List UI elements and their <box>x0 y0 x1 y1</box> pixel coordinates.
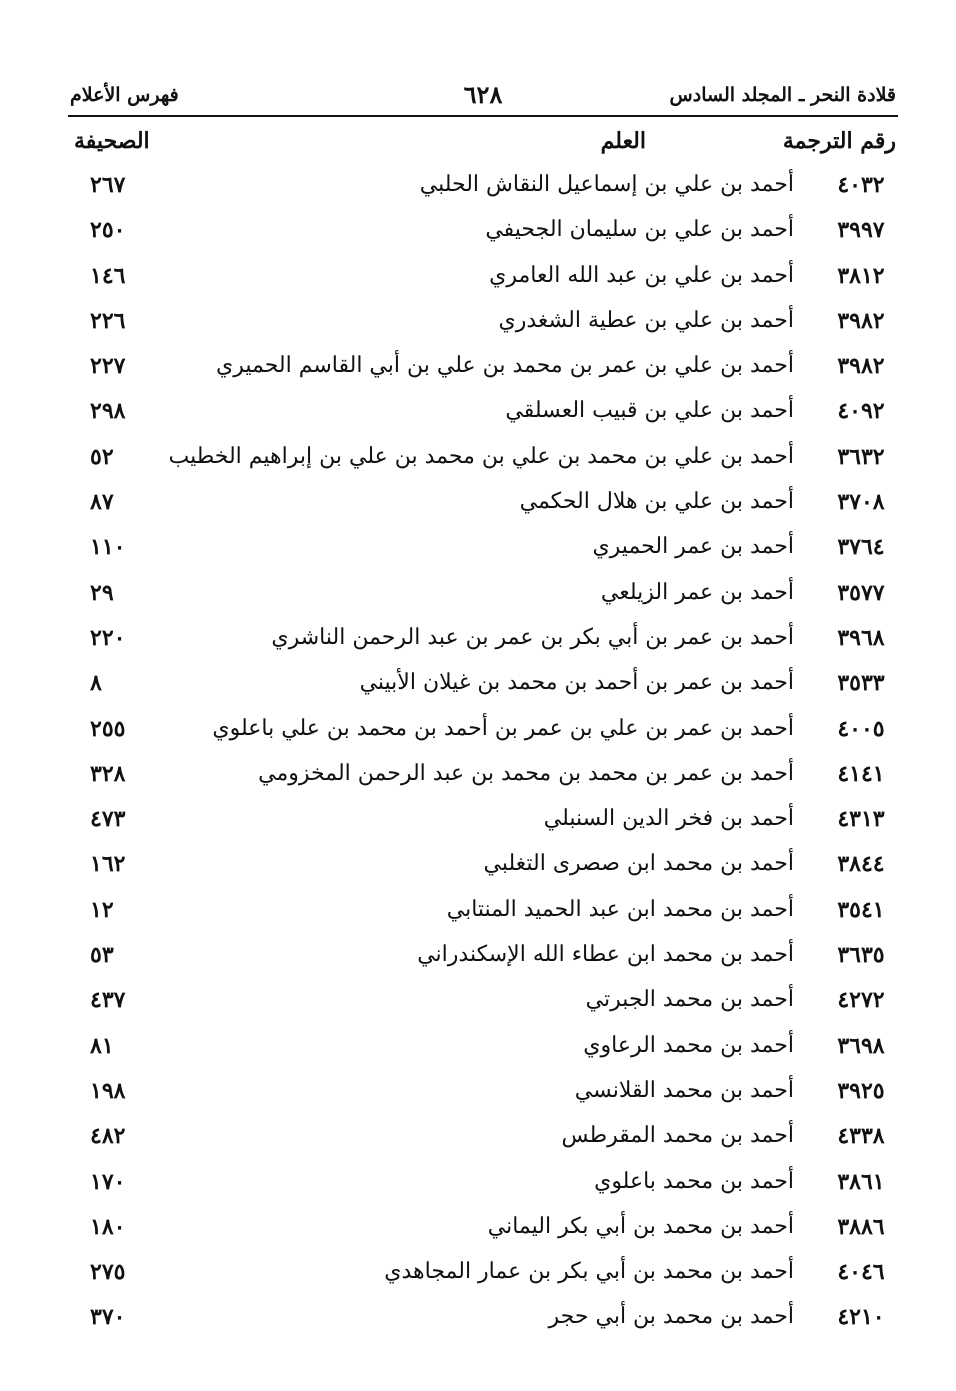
table-row <box>70 349 896 394</box>
table-row <box>70 1119 896 1164</box>
person-name: أحمد بن عمر الحميري <box>592 534 794 560</box>
table-row <box>70 213 896 258</box>
table-row <box>70 666 896 711</box>
book-title: قلادة النحر ـ المجلد السادس <box>669 84 896 106</box>
entry-number: ٤٣٣٨ <box>837 1123 885 1150</box>
page-reference: ١٦٢ <box>90 851 126 878</box>
page-number: ٦٢٨ <box>463 80 503 109</box>
person-name: أحمد بن عمر الزيلعي <box>600 579 794 605</box>
page-reference: ٤٧٣ <box>90 806 126 833</box>
page-reference: ٤٣٧ <box>90 987 126 1014</box>
header-rule <box>68 115 898 117</box>
entry-number: ٣٥٣٣ <box>837 670 885 697</box>
person-name: أحمد بن محمد الرعاوي <box>583 1032 794 1058</box>
page-reference: ٢٦٧ <box>90 172 126 198</box>
page-reference: ٣٧٠ <box>90 1304 126 1331</box>
person-name: أحمد بن علي بن إسماعيل النقاش الحلبي <box>419 172 794 197</box>
page-reference: ٢٢٠ <box>90 624 126 651</box>
person-name: أحمد بن محمد بن أبي حجر <box>548 1304 794 1330</box>
entry-number: ٣٥٧٧ <box>837 579 885 606</box>
table-row <box>70 893 896 938</box>
person-name: أحمد بن محمد المقرطس <box>561 1123 794 1149</box>
person-name: أحمد بن علي بن محمد بن علي بن محمد بن علي بن إبراهيم الخطيب <box>168 443 794 469</box>
entry-number: ٤٠٣٢ <box>837 172 885 198</box>
entry-number: ٤٠٠٥ <box>837 715 885 742</box>
person-name: أحمد بن عمر بن أحمد بن محمد بن غيلان الأبيني <box>359 670 794 696</box>
table-row <box>70 304 896 349</box>
page-reference: ٥٢ <box>90 443 114 470</box>
entry-number: ٤٠٩٢ <box>837 398 885 425</box>
column-header-page: الصحيفة <box>74 128 150 154</box>
page-reference: ٤٨٢ <box>90 1123 126 1150</box>
page-reference: ٥٣ <box>90 942 114 969</box>
index-rows <box>70 168 896 1346</box>
page-reference: ٢٥٠ <box>90 217 126 244</box>
entry-number: ٣٨٨٦ <box>837 1213 885 1240</box>
page-reference: ٢٥٥ <box>90 715 126 742</box>
table-row <box>70 259 896 304</box>
entry-number: ٣٦٩٨ <box>837 1032 885 1059</box>
table-row <box>70 712 896 757</box>
table-row <box>70 938 896 983</box>
column-headers <box>70 128 896 162</box>
person-name: أحمد بن علي بن عمر بن محمد بن علي بن أبي القاسم الحميري <box>215 353 794 379</box>
entry-number: ٣٦٣٢ <box>837 443 885 470</box>
entry-number: ٣٨٤٤ <box>837 851 885 878</box>
entry-number: ٤١٤١ <box>837 760 885 787</box>
person-name: أحمد بن فخر الدين السنبلي <box>543 806 794 832</box>
entry-number: ٣٩٩٧ <box>837 217 885 244</box>
person-name: أحمد بن محمد ابن صصرى التغلبي <box>483 851 794 877</box>
page-reference: ١٧٠ <box>90 1168 126 1195</box>
person-name: أحمد بن علي بن هلال الحكمي <box>519 489 794 515</box>
person-name: أحمد بن علي بن قبيب العسلقي <box>505 398 794 424</box>
entry-number: ٣٥٤١ <box>837 896 885 923</box>
page-reference: ٨١ <box>90 1032 114 1059</box>
page-reference: ٢٩ <box>90 579 114 606</box>
column-header-name: العلم <box>600 128 646 154</box>
table-row <box>70 1300 896 1345</box>
page-reference: ١٤٦ <box>90 262 126 289</box>
table-row <box>70 983 896 1028</box>
table-row <box>70 1029 896 1074</box>
person-name: أحمد بن محمد الجبرتي <box>585 987 794 1013</box>
entry-number: ٣٨١٢ <box>837 262 885 289</box>
entry-number: ٤٣١٣ <box>837 806 885 833</box>
entry-number: ٣٩٢٥ <box>837 1077 885 1104</box>
table-row <box>70 847 896 892</box>
page-reference: ٨ <box>90 670 102 697</box>
page-reference: ٨٧ <box>90 489 114 516</box>
page-reference: ٢٢٦ <box>90 307 126 334</box>
person-name: أحمد بن عمر بن أبي بكر بن عمر بن عبد الرحمن الناشري <box>271 624 794 650</box>
person-name: أحمد بن علي بن عطية الشغدري <box>498 307 794 333</box>
entry-number: ٤٢٧٢ <box>837 987 885 1014</box>
running-header <box>70 82 896 112</box>
page-reference: ١٢ <box>90 896 114 923</box>
entry-number: ٣٩٦٨ <box>837 624 885 651</box>
entry-number: ٤٠٤٦ <box>837 1259 885 1286</box>
column-header-entry-number: رقم الترجمة <box>782 128 896 154</box>
entry-number: ٣٧٠٨ <box>837 489 885 516</box>
person-name: أحمد بن علي بن عبد الله العامري <box>489 262 794 288</box>
entry-number: ٣٨٦١ <box>837 1168 885 1195</box>
table-row <box>70 1165 896 1210</box>
table-row <box>70 1210 896 1255</box>
page-reference: ٢٢٧ <box>90 353 126 380</box>
table-row <box>70 485 896 530</box>
table-row <box>70 168 896 213</box>
table-row <box>70 394 896 439</box>
page-reference: ٢٩٨ <box>90 398 126 425</box>
person-name: أحمد بن عمر بن محمد بن محمد بن عبد الرحمن المخزومي <box>258 760 794 786</box>
page-reference: ١٩٨ <box>90 1077 126 1104</box>
section-title: فهرس الأعلام <box>70 84 179 106</box>
person-name: أحمد بن محمد بن أبي بكر بن عمار المجاهدي <box>384 1259 794 1285</box>
entry-number: ٣٧٦٤ <box>837 534 885 561</box>
page-reference: ١٨٠ <box>90 1213 126 1240</box>
table-row <box>70 802 896 847</box>
person-name: أحمد بن علي بن سليمان الجحيفي <box>485 217 794 243</box>
person-name: أحمد بن محمد ابن عبد الحميد المنتابي <box>446 896 794 922</box>
person-name: أحمد بن محمد ابن عطاء الله الإسكندراني <box>417 942 794 968</box>
page-reference: ٣٢٨ <box>90 760 126 787</box>
page-reference: ١١٠ <box>90 534 126 561</box>
entry-number: ٤٢١٠ <box>837 1304 885 1331</box>
table-row <box>70 440 896 485</box>
entry-number: ٣٦٣٥ <box>837 942 885 969</box>
entry-number: ٣٩٨٢ <box>837 307 885 334</box>
table-row <box>70 1255 896 1300</box>
table-row <box>70 757 896 802</box>
table-row <box>70 621 896 666</box>
entry-number: ٣٩٨٢ <box>837 353 885 380</box>
table-row <box>70 530 896 575</box>
person-name: أحمد بن محمد باعلوي <box>594 1168 794 1194</box>
page-reference: ٢٧٥ <box>90 1259 126 1286</box>
person-name: أحمد بن محمد بن أبي بكر اليماني <box>487 1213 794 1239</box>
table-row <box>70 576 896 621</box>
person-name: أحمد بن محمد القلانسي <box>574 1077 794 1103</box>
table-row <box>70 1074 896 1119</box>
person-name: أحمد بن عمر بن علي بن عمر بن أحمد بن محمد بن علي باعلوي <box>212 715 794 741</box>
